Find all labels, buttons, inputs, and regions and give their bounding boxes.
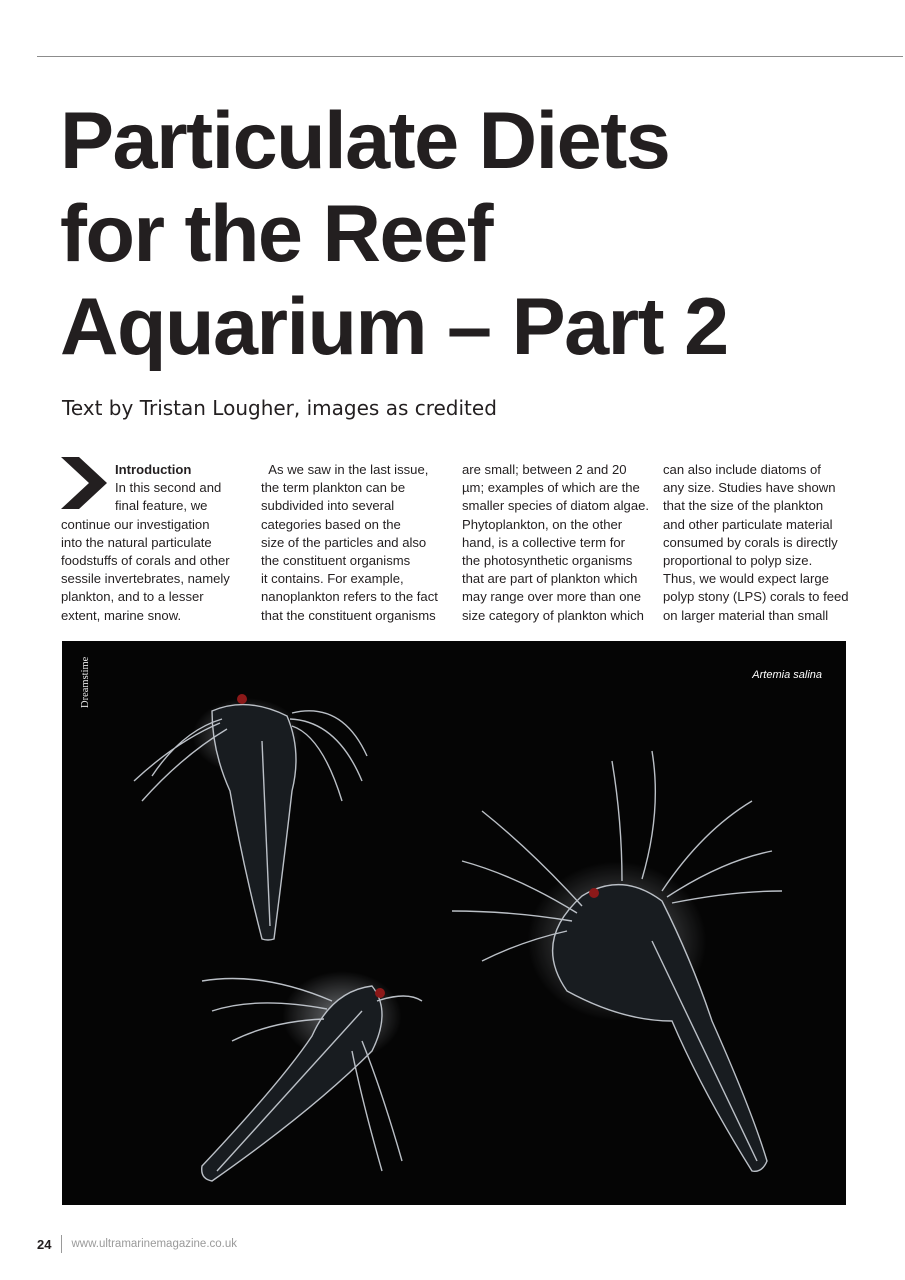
byline: Text by Tristan Lougher, images as credited [62,396,497,420]
text-line: Phytoplankton, on the other [462,516,623,532]
intro-heading: Introduction [115,462,192,477]
text-line: categories based on the [261,516,401,532]
brine-shrimp-illustration [62,641,846,1205]
footer-divider [61,1235,62,1253]
text-line: and other particulate material [663,516,833,532]
text-line: hand, is a collective term for [462,534,626,550]
column-1 [61,461,251,625]
text-line: nanoplankton refers to the fact [261,589,438,605]
text-line: In this second and [115,480,222,496]
text-line: the constituent organisms [261,552,411,568]
website-link[interactable]: www.ultramarinemagazine.co.uk [71,1238,238,1250]
column-4 [663,461,853,625]
top-rule [37,56,903,57]
text-line: smaller species of diatom algae. [462,498,650,514]
text-line: proportional to polyp size. [663,552,813,568]
text-line: are small; between 2 and 20 [462,462,627,477]
text-line: may range over more than one [462,589,642,605]
text-line: extent, marine snow. [61,607,182,623]
text-line: on larger material than small [663,607,829,623]
shrimp-top-left [134,694,367,940]
text-line: that the size of the plankton [663,498,824,514]
shrimp-right [452,751,782,1171]
text-line: it contains. For example, [261,571,404,587]
shrimp-bottom-left [202,971,422,1181]
text-line: continue our investigation [61,516,210,532]
text-line: can also include diatoms of [663,462,821,477]
text-line: plankton, and to a lesser [61,589,204,605]
text-line: the term plankton can be [261,480,406,496]
text-line: size category of plankton which [462,607,644,623]
photo-credit: Dreamstime [80,656,91,708]
article-title [60,95,860,374]
page-number: 24 [37,1236,52,1252]
column-3 [462,461,652,625]
text-line: into the natural particulate [61,534,212,550]
text-line: that are part of plankton which [462,571,638,587]
text-line: µm; examples of which are the [462,480,640,496]
text-line: As we saw in the last issue, [261,462,429,477]
title-line: Aquarium – Part 2 [60,282,728,372]
text-line: sessile invertebrates, namely [61,571,230,587]
text-line: foodstuffs of corals and other [61,552,230,568]
title-line: for the Reef [60,189,493,279]
artemia-photo [62,641,846,1205]
text-line: consumed by corals is directly [663,534,838,550]
chevron-icon [61,457,107,509]
text-line: polyp stony (LPS) corals to feed [663,589,849,605]
photo-caption: Artemia salina [752,669,822,681]
text-line: size of the particles and also [261,534,427,550]
title-line: Particulate Diets [60,96,670,186]
text-line: that the constituent organisms [261,607,436,623]
text-line: subdivided into several [261,498,395,514]
text-line: Thus, we would expect large [663,571,829,587]
text-line: any size. Studies have shown [663,480,836,496]
text-line: the photosynthetic organisms [462,552,633,568]
page-footer [37,1235,237,1253]
text-line: final feature, we [115,498,208,514]
column-2 [261,461,451,625]
